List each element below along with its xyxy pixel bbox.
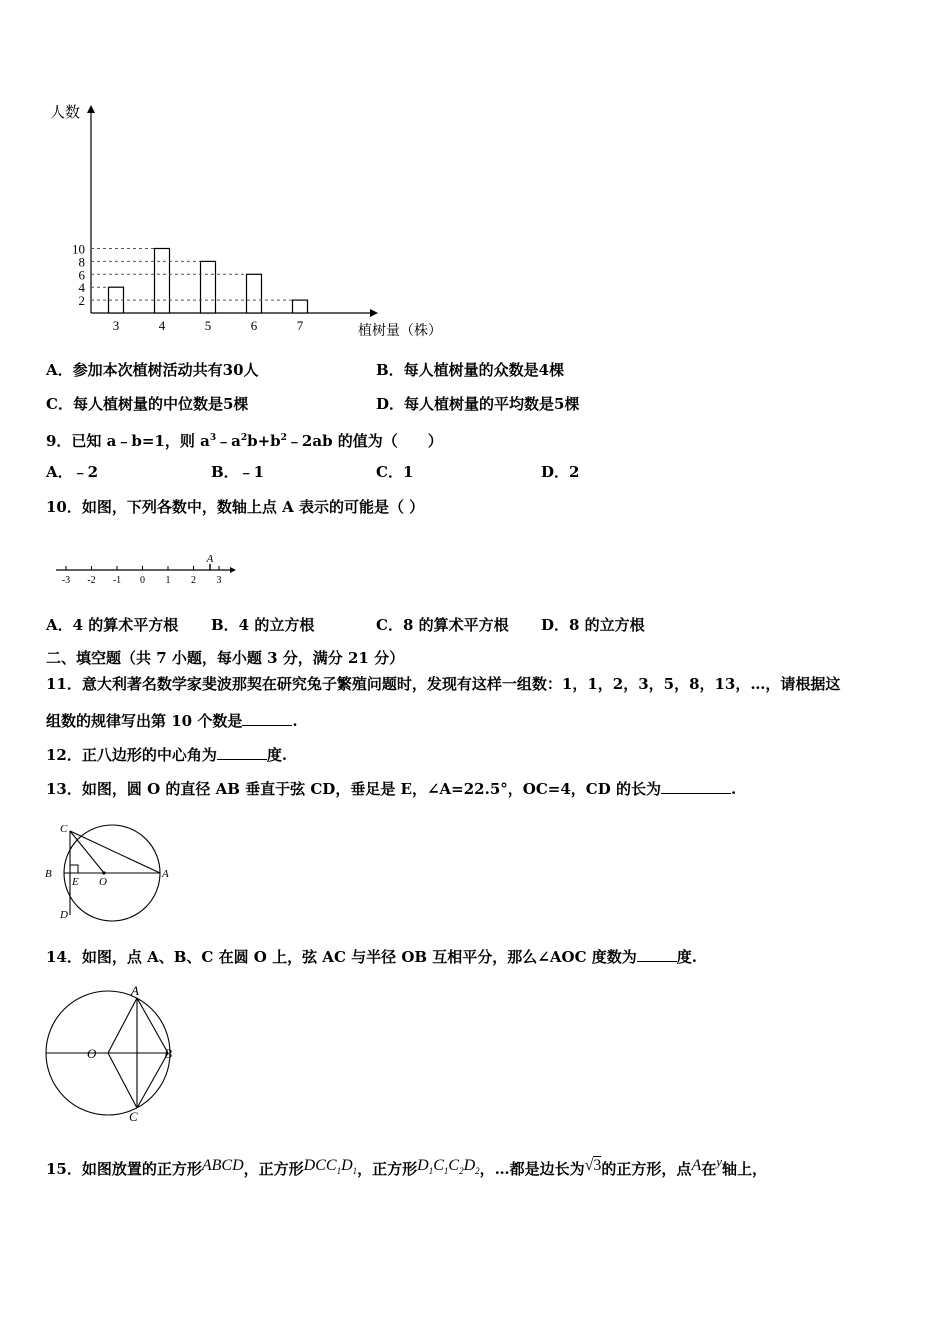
q10-option-a[interactable]: A．4 的算术平方根 bbox=[46, 616, 179, 634]
number-line-label: 3 bbox=[216, 575, 222, 586]
q14-label-o: O bbox=[87, 1046, 97, 1061]
x-axis-arrow bbox=[370, 309, 378, 317]
number-line-label: -2 bbox=[87, 575, 96, 586]
q8-option-a[interactable]: A．参加本次植树活动共有30人 bbox=[46, 361, 259, 379]
q9-option-c[interactable]: C．1 bbox=[376, 463, 414, 481]
q14-label-b: B bbox=[164, 1046, 172, 1061]
number-line-label: -3 bbox=[61, 575, 71, 586]
x-axis-label: 植树量（株） bbox=[358, 324, 442, 339]
q9-option-b[interactable]: B．﹣1 bbox=[211, 463, 265, 481]
q13-answer-blank[interactable] bbox=[661, 779, 731, 794]
x-tick-label-6: 6 bbox=[250, 318, 258, 333]
q15-sqrt-3: √3 bbox=[584, 1157, 602, 1174]
q10-option-b[interactable]: B．4 的立方根 bbox=[211, 616, 315, 634]
q13-label-d: D bbox=[60, 909, 68, 921]
q15-math-d1c1c2d2: $D_1C_1C_2D_2$ bbox=[417, 1157, 480, 1177]
q15-math-dcc1d1: $DCC_1D_1$ bbox=[303, 1157, 358, 1177]
bar-6 bbox=[247, 274, 262, 313]
y-tick-label-2: 2 bbox=[78, 293, 85, 309]
x-tick-label-5: 5 bbox=[204, 318, 212, 333]
x-tick-label-4: 4 bbox=[158, 318, 166, 333]
q13-question: 13．如图，圆 O 的直径 AB 垂直于弦 CD，垂足是 E，∠A=22.5°，OC=4，CD 的长为 . bbox=[46, 780, 737, 798]
q12-question: 12．正八边形的中心角为 度. bbox=[46, 746, 288, 764]
q14-question: 14．如图，点 A、B、C 在圆 O 上，弦 AC 与半径 OB 互相平分，那么∠AOC 度数为 度. bbox=[46, 948, 697, 966]
q13-label-a: A bbox=[162, 868, 169, 880]
bar-5 bbox=[201, 261, 216, 313]
q11-line-1: 11．意大利著名数学家斐波那契在研究兔子繁殖问题时，发现有这样一组数：1，1，2，3，5，8，13，…，请根据这 bbox=[46, 675, 841, 693]
q8-option-d[interactable]: D．每人植树量的平均数是5棵 bbox=[376, 395, 580, 413]
q8-option-c[interactable]: C．每人植树量的中位数是5棵 bbox=[46, 395, 249, 413]
y-tick-label-4: 4 bbox=[78, 280, 85, 296]
q13-label-o: O bbox=[99, 876, 107, 888]
number-line-label: 0 bbox=[140, 575, 145, 586]
y-tick-label-6: 6 bbox=[78, 267, 85, 283]
q10-question: 10．如图，下列各数中，数轴上点 A 表示的可能是（ ） bbox=[46, 498, 425, 516]
q8-option-b[interactable]: B．每人植树量的众数是4棵 bbox=[376, 361, 565, 379]
q14-label-a: A bbox=[131, 983, 139, 998]
q10-point-a-label: A bbox=[206, 553, 214, 565]
q9-question: 9．已知 a﹣b=1，则 $a^3﹣a^2b+b^2﹣2ab$ 的值为（ ） bbox=[46, 432, 443, 450]
q13-label-e: E bbox=[72, 876, 79, 888]
q14-circle-diagram bbox=[40, 983, 190, 1123]
y-tick-label-8: 8 bbox=[78, 254, 85, 270]
q14-answer-blank[interactable] bbox=[637, 947, 677, 962]
q12-answer-blank[interactable] bbox=[217, 745, 267, 760]
y-tick-label-10: 10 bbox=[72, 241, 85, 257]
y-axis-label: 人数 bbox=[50, 105, 81, 121]
q10-option-c[interactable]: C．8 的算术平方根 bbox=[376, 616, 509, 634]
q9-option-a[interactable]: A．﹣2 bbox=[46, 463, 99, 481]
q10-option-d[interactable]: D．8 的立方根 bbox=[541, 616, 645, 634]
q11-answer-blank[interactable] bbox=[242, 711, 292, 726]
number-line-label: 1 bbox=[165, 575, 171, 586]
bar-7 bbox=[293, 300, 308, 313]
q9-option-d[interactable]: D．2 bbox=[541, 463, 580, 481]
y-axis-arrow bbox=[87, 105, 95, 113]
x-tick-label-7: 7 bbox=[296, 318, 304, 333]
number-line-label: 2 bbox=[191, 575, 196, 586]
q11-line-2: 组数的规律写出第 10 个数是 . bbox=[46, 712, 298, 730]
q13-label-c: C bbox=[60, 823, 68, 835]
number-line-label: -1 bbox=[112, 575, 122, 586]
q15-question: 15．如图放置的正方形ABCD，正方形$DCC_1D_1$，正方形$D_1C_1C_2D_2$，…都是边长为√3的正方形，点A在y轴上， bbox=[46, 1154, 768, 1178]
q10-number-line bbox=[52, 548, 242, 588]
x-tick-label-3: 3 bbox=[112, 318, 120, 333]
bar-4 bbox=[155, 249, 170, 314]
q15-math-a: A bbox=[691, 1157, 702, 1174]
q14-label-c: C bbox=[129, 1109, 138, 1123]
q15-math-abcd: ABCD bbox=[201, 1157, 244, 1174]
q13-label-b: B bbox=[45, 868, 52, 880]
section-2-heading: 二、填空题（共 7 小题，每小题 3 分，满分 21 分） bbox=[46, 649, 405, 667]
q15-math-y: y bbox=[716, 1154, 723, 1169]
tree-planting-bar-chart bbox=[40, 95, 490, 345]
q13-circle-diagram bbox=[40, 818, 180, 928]
